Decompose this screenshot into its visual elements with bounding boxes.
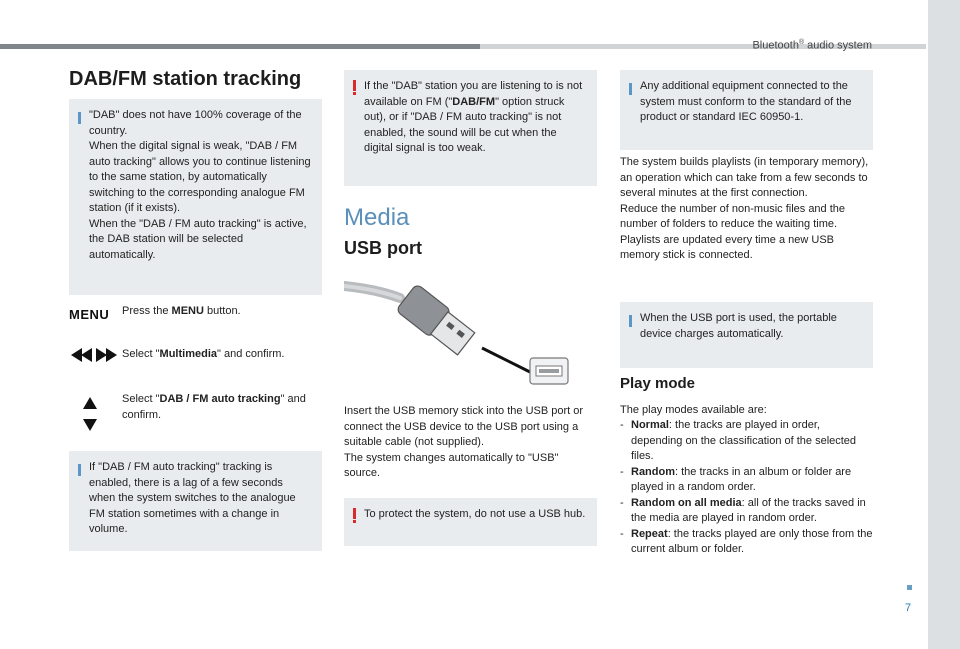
info-note-text: If "DAB / FM auto tracking" tracking is enabled, there is a lag of a few seconds when the system switches to the analogue FM station sometimes with a change in volume.: [89, 461, 296, 535]
media-heading: Media: [344, 204, 410, 231]
info-icon: [629, 312, 632, 327]
list-item: - Normal: the tracks are played in order, depending on the classification of the selected files.: [620, 418, 873, 465]
left-right-arrows-icon: [71, 348, 117, 362]
page-marker: [907, 585, 912, 590]
play-mode-intro: The play modes available are:: [620, 404, 767, 416]
list-item: - Repeat: the tracks played are only those from the current album or folder.: [620, 527, 873, 558]
running-title: Bluetooth® audio system: [752, 39, 872, 52]
info-note-standard: [620, 70, 873, 150]
info-icon: [629, 80, 632, 95]
page-side-strip: [928, 0, 960, 649]
page-number: 7: [905, 602, 912, 614]
menu-button-icon: MENU: [69, 307, 110, 322]
info-icon: [78, 109, 81, 124]
list-item: - Random: the tracks in an album or folder are played in a random order.: [620, 465, 873, 496]
info-note-text: Any additional equipment connected to the system must conform to the standard of the product or standard IEC 60950-1.: [640, 80, 852, 123]
play-mode-list: [620, 418, 873, 558]
play-mode-heading: Play mode: [620, 375, 696, 392]
step-press-menu: Press the MENU button.: [122, 305, 241, 317]
usb-instructions: Insert the USB memory stick into the USB port or connect the USB device to the USB port using a suitable cable (not supplied). The system changes automatically to "USB" source.: [344, 405, 584, 479]
list-item: - Random on all media: all of the tracks saved in the media are played in random order.: [620, 496, 873, 527]
info-note-text: "DAB" does not have 100% coverage of the country. When the digital signal is weak, "DAB / FM auto tracking" allows you to continue listening to the same station, by automatically switching to the corresponding analogue FM station (if it exists). When the "DAB / FM auto tracking" is active, the DAB station will be selected automatically.: [89, 109, 311, 261]
step-select-multimedia: Select "Multimedia" and confirm.: [122, 348, 285, 360]
info-note-charging: [620, 302, 873, 368]
warning-note-text: If the "DAB" station you are listening to is not available on FM ("DAB/FM" option struck out), or if "DAB / FM auto tracking" is not enabled, the sound will be cut when the digital signal is too weak.: [364, 80, 583, 154]
step-select-dab-fm: Select "DAB / FM auto tracking" and confirm.: [122, 393, 306, 421]
warning-note-dab-signal: [344, 70, 597, 186]
header-rule-dark: [0, 44, 480, 49]
info-note-dab-coverage: [69, 99, 322, 295]
usb-port-heading: USB port: [344, 238, 422, 258]
usb-stick-illustration: [344, 272, 574, 390]
info-icon: [78, 461, 81, 476]
info-note-tracking-lag: [69, 451, 322, 551]
section-title: DAB/FM station tracking: [69, 68, 302, 90]
info-note-text: When the USB port is used, the portable device charges automatically.: [640, 312, 837, 340]
warning-icon: [353, 80, 356, 95]
warning-note-usb-hub: [344, 498, 597, 546]
up-down-arrows-icon: [82, 397, 98, 431]
warning-note-text: To protect the system, do not use a USB hub.: [364, 508, 586, 520]
warning-icon: [353, 508, 356, 523]
playlist-info: The system builds playlists (in temporary memory), an operation which can take from a few seconds to several minutes at the first connection. Reduce the number of non-music files and the number of folders to reduce the waiting time. Playlists are updated every time a new USB memory stick is connected.: [620, 156, 869, 261]
